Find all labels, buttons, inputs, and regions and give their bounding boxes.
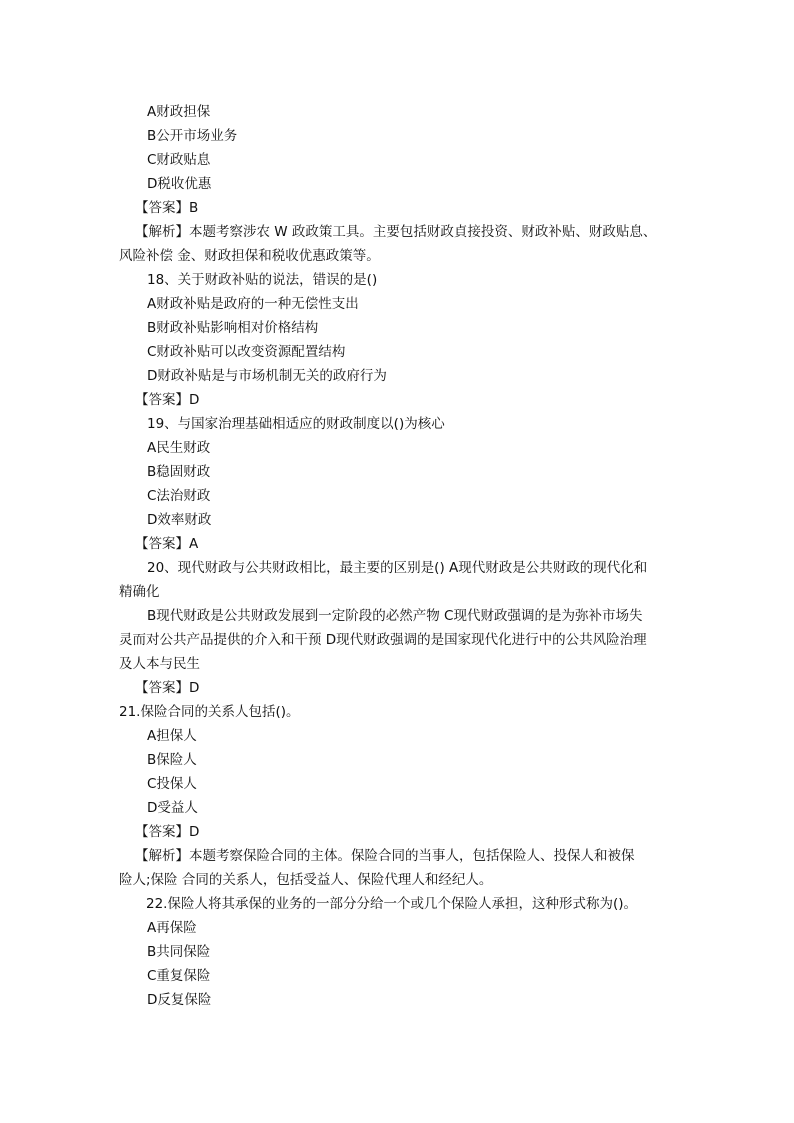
option-line: B共同保险 (147, 944, 211, 960)
option-line: D反复保险 (147, 992, 212, 1008)
analysis-line: 【解析】本题考察保险合同的主体。保险合同的当事人，包括保险人、投保人和被保 (135, 848, 635, 864)
option-line: C重复保险 (147, 968, 211, 984)
question-line: 22.保险人将其承保的业务的一部分分给一个或几个保险人承担，这种形式称为()。 (146, 896, 638, 912)
option-line: A再保险 (147, 920, 197, 936)
question-line: 19、与国家治理基础相适应的财政制度以()为核心 (147, 416, 445, 432)
option-line: B公开市场业务 (147, 128, 238, 144)
analysis-line: 【解析】本题考察涉农 W 政政策工具。主要包括财政貞接投资、财政补贴、财政贴息、 (135, 224, 657, 240)
option-line: 灵而对公共产品提供的介入和干预 D现代财政强调的是国家现代化进行中的公共风险治理 (119, 632, 647, 648)
option-line: A财政补贴是政府的一种无偿性支出 (147, 296, 359, 312)
answer-line: 【答案】B (135, 200, 199, 216)
answer-line: 【答案】D (135, 680, 200, 696)
question-line: 21.保险合同的关系人包括()。 (119, 704, 300, 720)
answer-line: 【答案】D (135, 392, 200, 408)
answer-line: 【答案】D (135, 824, 200, 840)
option-line: D税收优惠 (147, 176, 212, 192)
answer-line: 【答案】A (135, 536, 199, 552)
analysis-line: 风险补偿 金、财政担保和税收优惠政策等。 (119, 248, 380, 264)
option-line: 及人本与民生 (119, 656, 200, 672)
option-line: C投保人 (147, 776, 197, 792)
option-line: A民生财政 (147, 440, 211, 456)
option-line: B保险人 (147, 752, 197, 768)
option-line: A担保人 (147, 728, 197, 744)
question-line: 20、现代财政与公共财政相比，最主要的区别是() A现代财政是公共财政的现代化和 (147, 560, 648, 576)
option-line: C财政贴息 (147, 152, 211, 168)
option-line: B财政补贴影响相对价格结构 (147, 320, 319, 336)
option-line: B稳固财政 (147, 464, 211, 480)
option-line: D效率财政 (147, 512, 212, 528)
option-line: D财政补贴是与市场机制无关的政府行为 (147, 368, 387, 384)
question-line: 18、关于财政补贴的说法，错误的是() (147, 272, 378, 288)
analysis-line: 险人;保险 合同的关系人，包括受益人、保险代理人和经纪人。 (119, 872, 493, 888)
question-line: 精确化 (119, 584, 160, 600)
option-line: C法治财政 (147, 488, 211, 504)
option-line: D受益人 (147, 800, 198, 816)
option-line: B现代财政是公共财政发展到一定阶段的必然产物 C现代财政强调的是为弥补市场失 (147, 608, 643, 624)
option-line: A财政担保 (147, 104, 211, 120)
option-line: C财政补贴可以改变资源配置结构 (147, 344, 346, 360)
